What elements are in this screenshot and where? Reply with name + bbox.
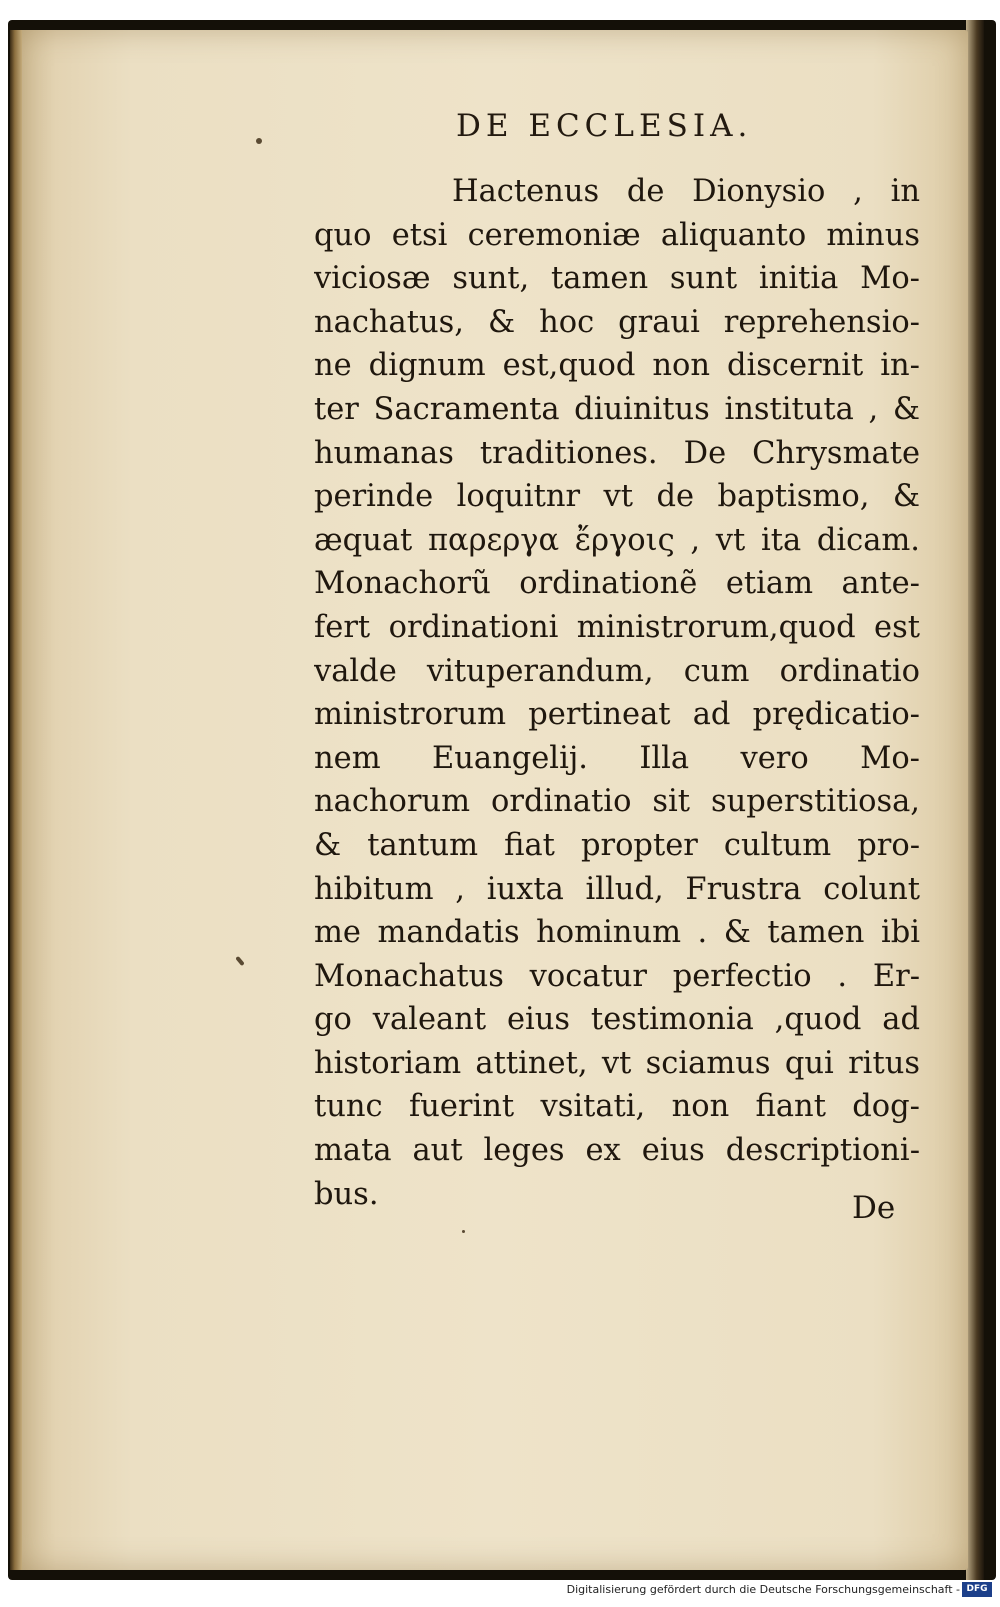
text-line: quo etsi ceremoniæ aliquanto minus xyxy=(314,217,920,253)
text-line: hibitum , iuxta illud, Frustra colunt xyxy=(314,871,920,907)
text-line: nachatus, & hoc graui reprehensio- xyxy=(314,304,920,340)
text-line: viciosæ sunt, tamen sunt initia Mo- xyxy=(314,261,920,297)
text-line: ne dignum est,quod non discernit in- xyxy=(314,348,920,384)
text-line: nachorum ordinatio sit superstitiosa, xyxy=(314,784,920,820)
ink-speck xyxy=(462,1230,465,1233)
text-line: bus. xyxy=(314,1176,379,1212)
text-line: & tantum fiat propter cultum pro- xyxy=(314,827,920,863)
digitization-credit: Digitalisierung gefördert durch die Deutsche Forschungsgemeinschaft - xyxy=(566,1583,960,1596)
text-line: Hactenus de Dionysio , in xyxy=(452,174,920,209)
text-line: fert ordinationi ministrorum,quod est xyxy=(314,609,920,645)
text-line: historiam attinet, vt sciamus qui ritus xyxy=(314,1045,920,1081)
page-edge-left xyxy=(10,30,22,1570)
text-line: Monachatus vocatur perfectio . Er- xyxy=(314,958,920,994)
text-line: me mandatis hominum . & tamen ibi xyxy=(314,915,920,951)
text-line: perinde loquitnr vt de baptismo, & xyxy=(314,479,920,515)
text-line: valde vituperandum, cum ordinatio xyxy=(314,653,920,689)
text-line: humanas traditiones. De Chrysmate xyxy=(314,435,920,471)
text-line: nem Euangelij. Illa vero Mo- xyxy=(314,740,920,776)
running-head: DE ECCLESIA. xyxy=(456,108,753,144)
text-line: mata aut leges ex eius descriptioni- xyxy=(314,1133,920,1169)
text-line: ministrorum pertineat ad prędicatio- xyxy=(314,697,920,733)
catchword: De xyxy=(852,1190,896,1226)
text-line: æquat παρεργα ἔργοις , vt ita dicam. xyxy=(314,522,920,558)
text-block xyxy=(314,170,920,1216)
dfg-logo-icon: DFG xyxy=(962,1582,992,1597)
page-edge-right xyxy=(966,20,984,1580)
text-line: go valeant eius testimonia ,quod ad xyxy=(314,1002,920,1038)
text-line: Monachorũ ordinationẽ etiam ante- xyxy=(314,566,920,602)
ink-speck xyxy=(256,138,262,144)
text-line: ter Sacramenta diuinitus instituta , & xyxy=(314,391,920,427)
text-line: tunc fuerint vsitati, non fiant dog- xyxy=(314,1089,920,1125)
